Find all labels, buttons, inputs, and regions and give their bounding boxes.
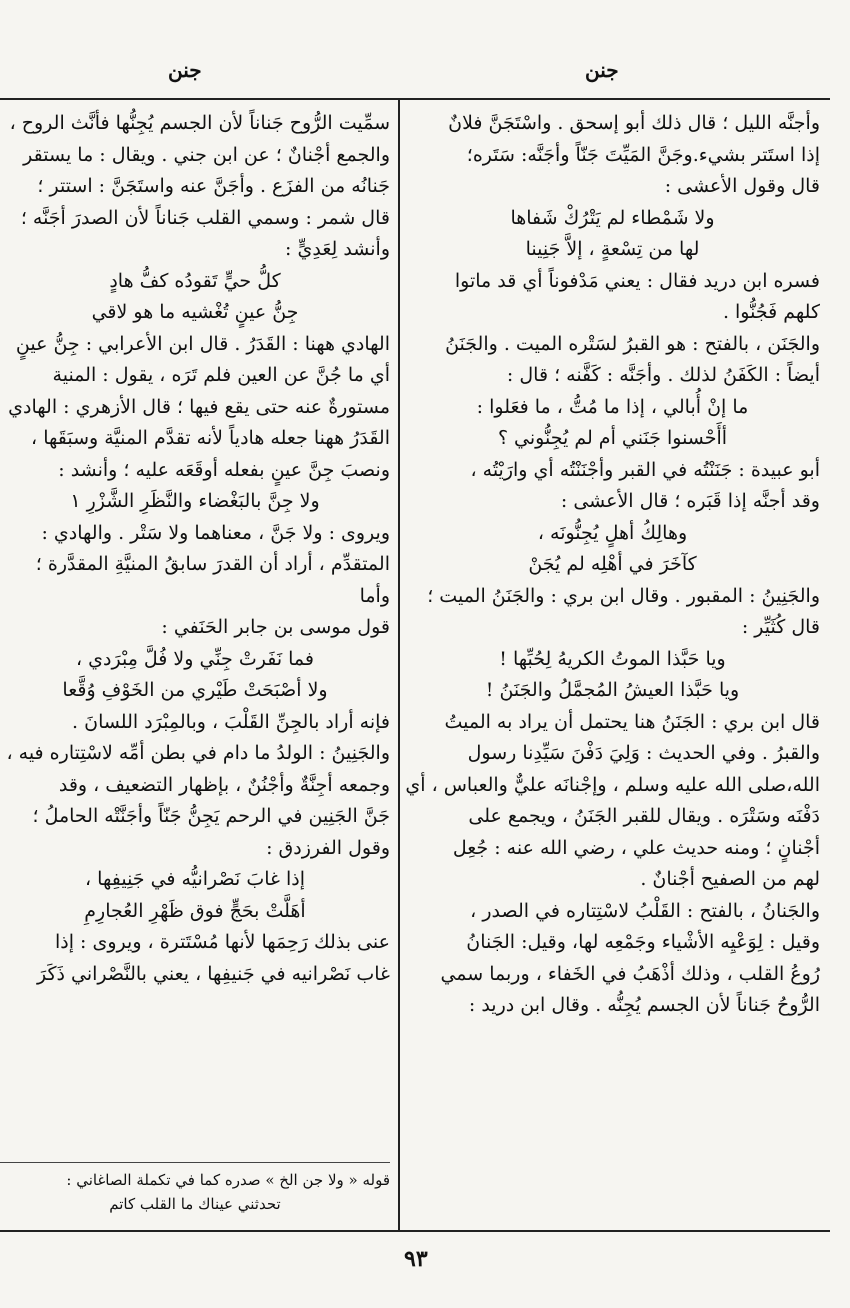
verse-line: ويا حَبَّذا الموتُ الكريهُ لِحُبِّها !	[499, 647, 726, 670]
left-column	[0, 108, 390, 1168]
text-line: أيضاً : الكَفَنُ لذلك . وأجَنَّه : كَفَّنه ؛ قال :	[506, 364, 820, 386]
text-line: والقبرُ . وفي الحديث : وَلِيَ دَفْنَ سَيِّدِنا رسول	[467, 742, 820, 764]
header-left: جنن	[168, 58, 202, 82]
right-column	[405, 108, 820, 1226]
text-line: الله،صلى الله عليه وسلم ، وإجْنانَه عليٌّ والعباس ، أي	[405, 773, 820, 796]
footnote-line: قوله « ولا جن الخ » صدره كما في تكملة الصاغاني :	[66, 1171, 390, 1189]
text-line: ونصبَ جِنَّ عينٍ بفعله أوقَعَه عليه ؛ وأنشد :	[58, 458, 390, 481]
text-line: قال ابن بري : الجَنَنُ هنا يحتمل أن يراد به الميتُ	[444, 710, 820, 733]
text-line: غاب نَصْرانيه في جَنيفِها ، يعني بالنَّصْراني ذَكَرَ	[36, 962, 390, 985]
column-divider	[398, 98, 400, 1230]
text-line: أبو عبيدة : جَنَنْتُه في القبر وأجْنَنْتُه أي وارَيْتُه ،	[470, 458, 820, 481]
page-number: ٩٣	[404, 1246, 428, 1272]
text-line: المتقدِّم ، أراد أن القدرَ سابقُ المنيَّةِ المقدَّرة ؛ وأما	[35, 553, 390, 607]
verse-line: كلُّ حيٍّ تَقودُه كفُّ هادٍ	[109, 269, 281, 292]
text-line: دَفْنَه وسَتْرَه . ويقال للقبر الجَنَنُ ، ويجمع على	[468, 805, 820, 827]
text-line: قول موسى بن جابر الحَنَفي :	[161, 616, 390, 638]
text-line: والجمع أجْنانٌ ؛ عن ابن جني . ويقال : ما يستقر	[23, 143, 390, 166]
verse-line: ويا حَبَّذا العيشُ المُجمَّلُ والجَنَنُ !	[485, 679, 740, 701]
header-right: جنن	[585, 58, 619, 82]
verse-line: إذا غابَ نَصْرانيُّه في جَنِيفِها ،	[85, 868, 305, 890]
footnote-rule	[0, 1162, 390, 1163]
text-line: الهادي ههنا : القَدَرُ . قال ابن الأعرابي : جِنُّ عينٍ	[15, 332, 390, 355]
text-line: وأنشد لِعَدِيٍّ :	[285, 238, 390, 260]
top-rule	[0, 98, 830, 100]
bottom-rule	[0, 1230, 830, 1232]
text-line: قال شمر : وسمي القلب جَناناً لأن الصدرَ أجَنَّه ؛	[20, 206, 390, 229]
text-line: فإنه أراد بالجِنِّ القَلْبَ ، وبالمِبْرَد اللسانَ .	[72, 710, 390, 733]
verse-line: ولا أصْبَحَتْ طَيْري من الخَوْفِ وُقَّعا	[62, 679, 328, 701]
verse-line: كآخَرَ في أهْلِه لم يُجَنْ	[528, 553, 697, 575]
verse-line: ولا جِنَّ بالبَغْضاء والنَّظَرِ الشَّزْرِ ١	[70, 490, 320, 512]
text-line: وقد أجنَّه إذا قَبَره ؛ قال الأعشى :	[560, 490, 820, 512]
text-line: والجَنَن ، بالفتح : هو القبرُ لسَتْره الميت . والجَنَنُ	[445, 332, 820, 355]
text-line: وقول الفرزدق :	[266, 836, 390, 859]
text-line: وقيل : لِوَعْيِه الأشْياء وجَمْعِه لها، وقيل: الجَنانُ	[466, 931, 820, 953]
text-line: أي ما جُنَّ عن العين فلم تَرَه ، يقول : المنية	[52, 364, 390, 386]
text-line: جَنَّ الجَنِين في الرحم يَجِنُّ جَنّاً وأجَنَّتْه الحاملُ ؛	[32, 805, 390, 827]
text-line: إذا استَتر بشيء.وجَنَّ المَيِّتَ جَنّاً وأجَنَّه: سَتَره؛	[466, 143, 820, 166]
text-line: مستورةٌ عنه حتى يقع فيها ؛ قال الأزهري : الهادي	[8, 395, 390, 418]
text-line: والجَنانُ ، بالفتح : القَلْبُ لاسْتِتاره في الصدر ،	[470, 899, 820, 922]
text-line: كلهم فَجُنُّوا .	[722, 301, 820, 323]
text-line: والجَنِينُ : المقبور . وقال ابن بري : والجَنَنُ الميت ؛	[427, 584, 820, 607]
footnote	[0, 1168, 390, 1216]
verse-line: لها من تِسْعةٍ ، إلاَّ جَنِينا	[525, 238, 700, 260]
text-line: فسره ابن دريد فقال : يعني مَدْفوناً أي قد ماتوا	[454, 269, 820, 292]
text-line: القَدَرُ ههنا جعله هادياً لأنه تقدَّم المنيَّة وسبَقَها ،	[31, 427, 390, 449]
text-line: وجمعه أجِنَّةٌ وأجْنُنٌ ، بإظهار التضعيف ، وقد	[58, 773, 390, 796]
verse-line: جِنُّ عينٍ تُغْشيه ما هو لاقي	[91, 301, 299, 323]
verse-line: فما نَفَرتْ جِنِّي ولا فُلَّ مِبْرَدي ،	[75, 647, 315, 670]
verse-line: وهالِكُ أهلٍ يُجِنُّونَه ،	[537, 521, 688, 544]
text-line: أجْنانٍ ؛ ومنه حديث علي ، رضي الله عنه : جُعِل	[452, 836, 820, 859]
text-line: رُوعُ القلب ، وذلك أذْهَبُ في الخَفاء ، وربما سمي	[440, 962, 820, 985]
text-line: لهم من الصفيح أجْنانٌ .	[640, 868, 820, 890]
text-line: جَنانُه من الفزَع . وأجَنَّ عنه واستَجَنَّ : استتر ؛	[37, 175, 390, 197]
verse-line: ما إنْ أُبالي ، إذا ما مُتُّ ، ما فعَلوا :	[476, 395, 749, 418]
text-line: عنى بذلك رَحِمَها لأنها مُسْتَترة ، ويروى : إذا	[55, 931, 390, 953]
text-line: الرُّوحُ جَناناً لأن الجسم يُجِنُّه . وقال ابن دريد :	[468, 994, 820, 1016]
text-line: قال وقول الأعشى :	[664, 175, 820, 197]
verse-line: أأَحْسنوا جَنَني أم لم يُجِنُّوني ؟	[497, 427, 728, 449]
text-line: قال كُثَيِّر :	[741, 616, 820, 638]
text-line: سمِّيت الرُّوح جَناناً لأن الجسم يُجِنُّها فأنَّث الروح ،	[9, 112, 390, 134]
footnote-verse: تحدثني عيناك ما القلب كاتم	[109, 1195, 281, 1213]
verse-line: أهَلَّتْ بحَجٍّ فوق ظَهْرِ العُجارِمِ	[84, 899, 306, 922]
text-line: وأجنَّه الليل ؛ قال ذلك أبو إسحق . واسْتَجَنَّ فلانٌ	[448, 112, 820, 134]
text-line: والجَنِينُ : الولدُ ما دام في بطن أمِّه لاسْتِتاره فيه ،	[6, 742, 390, 764]
verse-line: ولا شَمْطاء لم يَتْرُكْ شَفاها	[510, 206, 715, 229]
text-line: ويروى : ولا جَنَّ ، معناهما ولا سَتْر . والهادي :	[41, 521, 390, 544]
